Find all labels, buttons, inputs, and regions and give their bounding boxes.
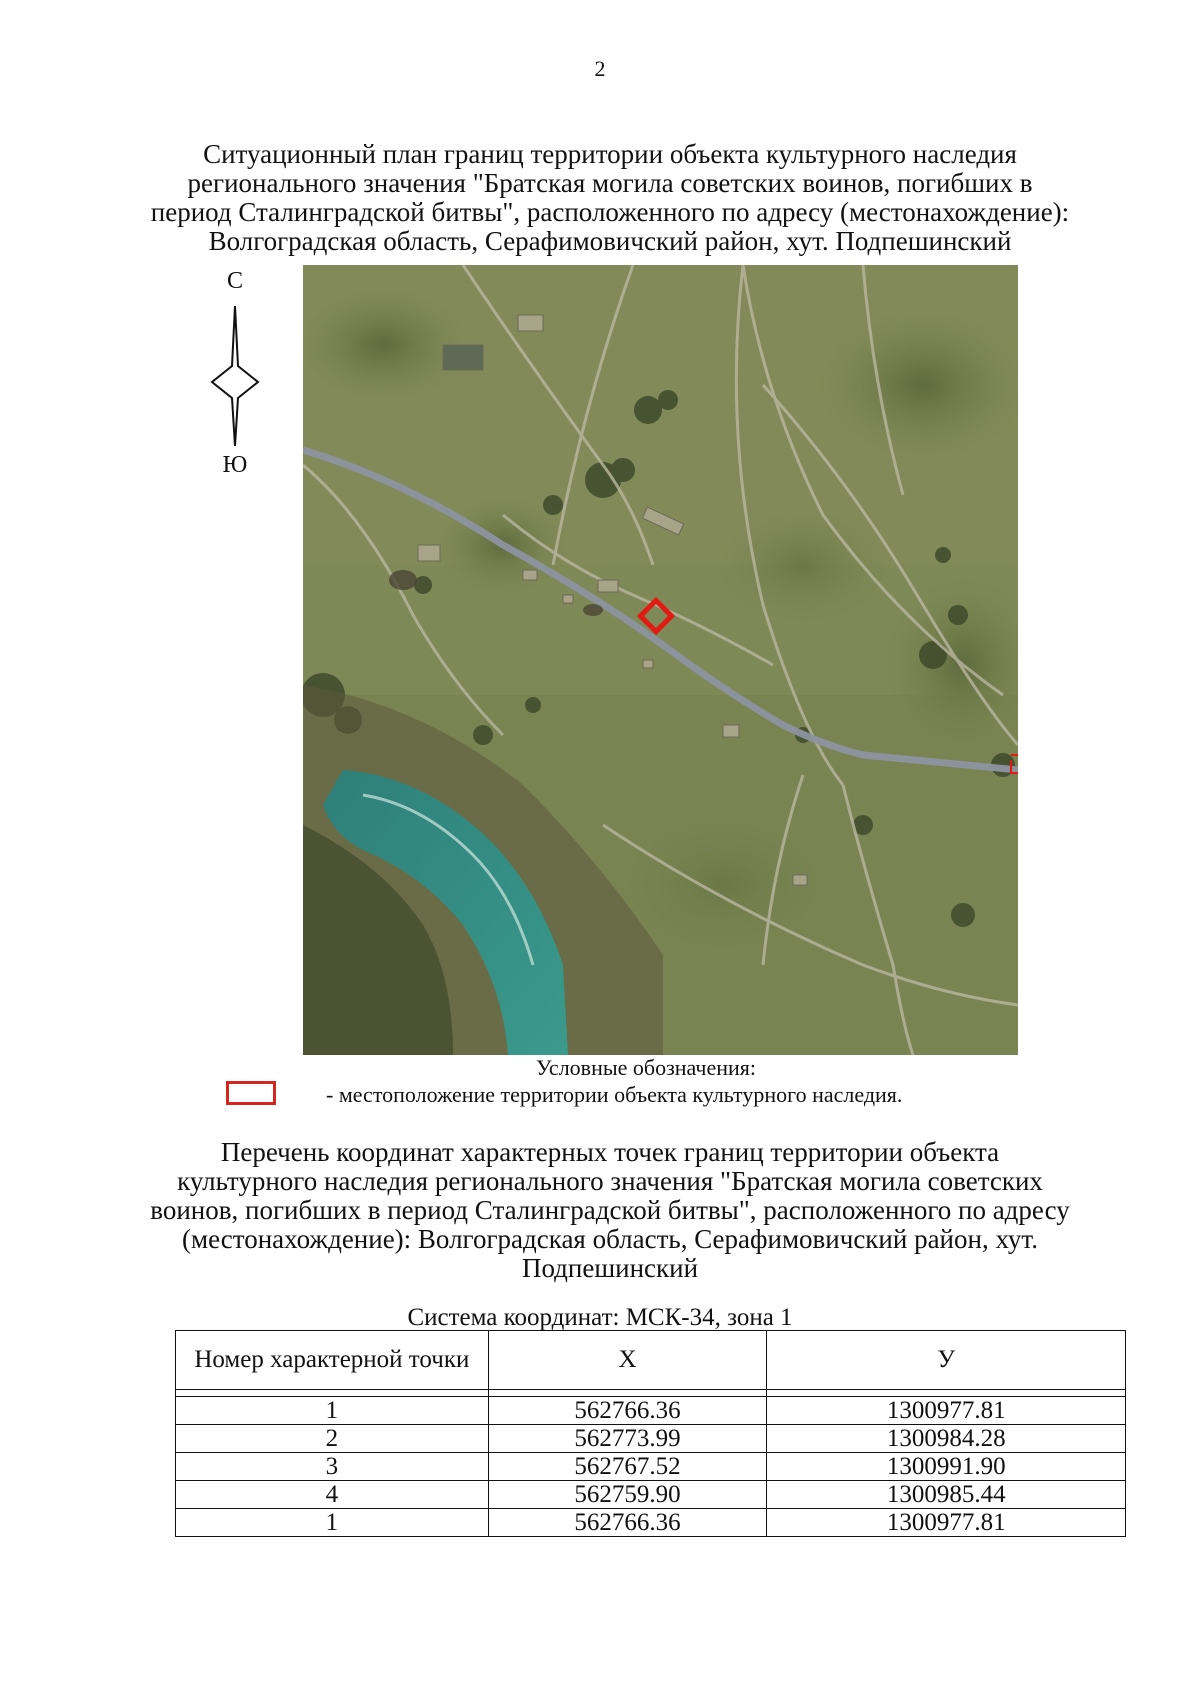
plan-title: Ситуационный план границ территории объекта культурного наследия регионального значения "Братская могила советских воинов, погибших в период Сталинградской битвы", расположенного по адресу (местонахождение): Волгоградская область, Серафимовичский район, хут. Подпешинский xyxy=(150,139,1070,256)
point-number: 2 xyxy=(176,1425,489,1453)
point-number: 1 xyxy=(176,1397,489,1425)
point-number: 4 xyxy=(176,1481,489,1509)
satellite-map xyxy=(303,265,1018,1055)
point-number: 1 xyxy=(176,1509,489,1537)
point-y: 1300977.81 xyxy=(767,1397,1126,1425)
page-number: 2 xyxy=(594,56,606,81)
table-row xyxy=(176,1397,1126,1425)
point-number: 3 xyxy=(176,1453,489,1481)
legend-swatch-icon xyxy=(226,1081,276,1105)
coordinate-system-label: Система координат: МСК-34, зона 1 xyxy=(407,1304,793,1331)
compass-south-label: Ю xyxy=(222,452,248,478)
table-row xyxy=(176,1453,1126,1481)
coordinates-table xyxy=(175,1330,1126,1537)
point-x: 562767.52 xyxy=(488,1453,767,1481)
point-y: 1300977.81 xyxy=(767,1509,1126,1537)
header-y: У xyxy=(767,1331,1126,1390)
point-y: 1300984.28 xyxy=(767,1425,1126,1453)
header-point-number: Номер характерной точки xyxy=(176,1331,489,1390)
satellite-map-image xyxy=(303,265,1018,1055)
point-x: 562759.90 xyxy=(488,1481,767,1509)
point-y: 1300985.44 xyxy=(767,1481,1126,1509)
header-x: Х xyxy=(488,1331,767,1390)
compass-north-label: С xyxy=(226,268,243,294)
table-spacer-row xyxy=(176,1390,1126,1397)
point-x: 562766.36 xyxy=(488,1509,767,1537)
compass-rose xyxy=(200,268,270,478)
table-row xyxy=(176,1509,1126,1537)
point-x: 562773.99 xyxy=(488,1425,767,1453)
legend-title: Условные обозначения: xyxy=(536,1055,757,1080)
coordinates-list-title: Перечень координат характерных точек границ территории объекта культурного наследия регионального значения "Братская могила советских воинов, погибших в период Сталинградской битвы", расположенного по адресу (местонахождение): Волгоградская область, Серафимовичский район, хут. Подпешинский xyxy=(150,1137,1070,1283)
north-arrow-icon xyxy=(200,306,270,446)
table-header-row xyxy=(176,1331,1126,1390)
point-y: 1300991.90 xyxy=(767,1453,1126,1481)
legend-item-text: - местоположение территории объекта культурного наследия. xyxy=(326,1082,903,1107)
point-x: 562766.36 xyxy=(488,1397,767,1425)
table-row xyxy=(176,1481,1126,1509)
table-row xyxy=(176,1425,1126,1453)
